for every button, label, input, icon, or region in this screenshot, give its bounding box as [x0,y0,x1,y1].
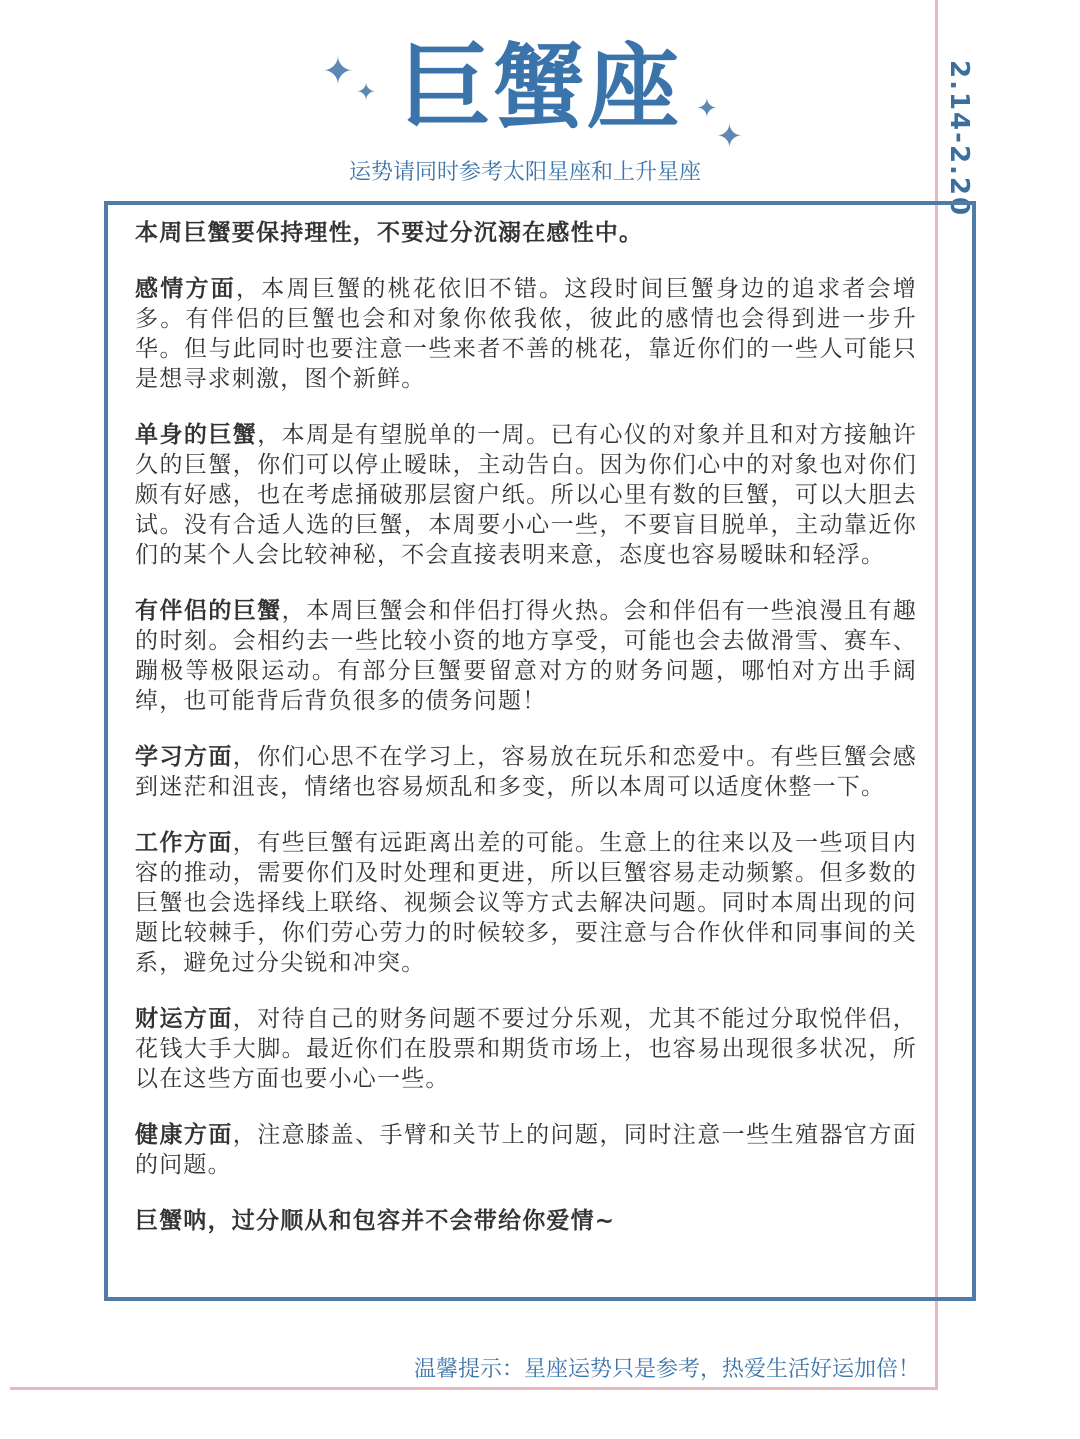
section-health [135,1120,917,1180]
section-lead: 工作方面 [135,830,233,856]
section-text: ，有些巨蟹有远距离出差的可能。生意上的往来以及一些项目内容的推动，需要你们及时处理和更进，所以巨蟹容易走动频繁。但多数的巨蟹也会选择线上联络、视频会议等方式去解决问题。同时本周出现的问题比较棘手，你们劳心劳力的时候较多，要注意与合作伙伴和同事间的关系，避免过分尖锐和冲突。 [135,830,917,976]
section-work [135,828,917,978]
section-text: ，本周巨蟹会和伴侣打得火热。会和伴侣有一些浪漫且有趣的时刻。会相约去一些比较小资的地方享受，可能也会去做滑雪、赛车、蹦极等极限运动。有部分巨蟹要留意对方的财务问题，哪怕对方出手阔绰，也可能背后背负很多的债务问题！ [135,598,917,714]
section-lead: 有伴侣的巨蟹 [135,598,282,624]
closing-paragraph: 巨蟹呐，过分顺从和包容并不会带给你爱情~ [135,1208,616,1234]
intro-paragraph: 本周巨蟹要保持理性，不要过分沉溺在感性中。 [135,220,644,246]
section-text: ，对待自己的财务问题不要过分乐观，尤其不能过分取悦伴侣，花钱大手大脚。最近你们在股票和期货市场上，也容易出现很多状况，所以在这些方面也要小心一些。 [135,1006,917,1092]
date-range: 2.14-2.20 [944,60,974,218]
sparkle-icon: ✦ [356,78,377,106]
section-lead: 财运方面 [135,1006,233,1032]
footer-tip: 温馨提示：星座运势只是参考，热爱生活好运加倍！ [413,1357,920,1382]
section-love [135,274,917,394]
page-title: 巨蟹座 [398,34,681,141]
section-study [135,742,917,802]
sparkle-icon: ✦ [716,117,743,155]
section-text: ，本周是有望脱单的一周。已有心仪的对象并且和对方接触许久的巨蟹，你们可以停止暧昧，主动告白。因为你们心中的对象也对你们颇有好感，也在考虑捅破那层窗户纸。所以心里有数的巨蟹，可以大胆去试。没有合适人选的巨蟹，本周要小心一些，不要盲目脱单，主动靠近你们的某个人会比较神秘，不会直接表明来意，态度也容易暧昧和轻浮。 [135,422,918,568]
section-text: ，本周巨蟹的桃花依旧不错。这段时间巨蟹身边的追求者会增多。有伴侣的巨蟹也会和对象你侬我侬，彼此的感情也会得到进一步升华。但与此同时也要注意一些来者不善的桃花，靠近你们的一些人可能只是想寻求刺激，图个新鲜。 [135,276,917,392]
section-wealth [135,1004,917,1094]
section-single [135,420,917,570]
horoscope-content [135,218,917,1262]
section-text: ，注意膝盖、手臂和关节上的问题，同时注意一些生殖器官方面的问题。 [135,1122,917,1178]
section-partnered [135,596,917,716]
section-lead: 单身的巨蟹 [135,422,258,448]
sparkle-icon: ✦ [322,49,354,93]
section-lead: 感情方面 [135,276,237,302]
section-text: ，你们心思不在学习上，容易放在玩乐和恋爱中。有些巨蟹会感到迷茫和沮丧，情绪也容易烦乱和多变，所以本周可以适度休整一下。 [135,744,917,800]
page-subtitle: 运势请同时参考太阳星座和上升星座 [348,160,701,185]
sparkle-icon: ✦ [696,94,718,124]
section-lead: 健康方面 [135,1122,233,1148]
pink-horizontal-line [10,1387,938,1390]
section-lead: 学习方面 [135,744,233,770]
